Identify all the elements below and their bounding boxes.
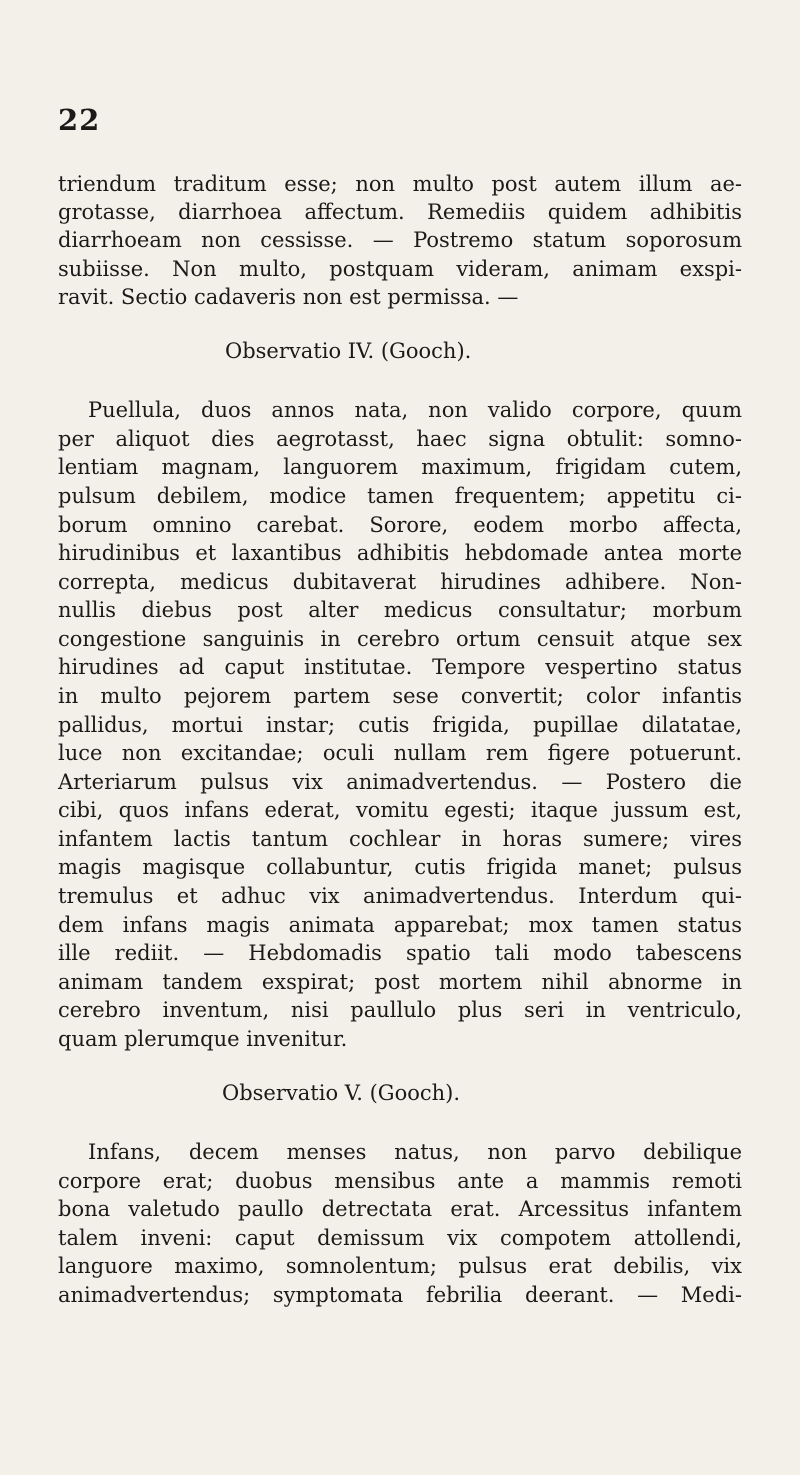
paragraph-2-line: ille rediit. — Hebdomadis spatio tali modo tabescens bbox=[58, 941, 742, 965]
paragraph-2-line: tremulus et adhuc vix animadvertendus. Interdum qui- bbox=[58, 884, 742, 908]
paragraph-2-line: Puellula, duos annos nata, non valido corpore, quum bbox=[88, 398, 742, 422]
section-heading-observatio-v: Observatio V. (Gooch). bbox=[222, 1081, 461, 1105]
paragraph-2-line: pulsum debilem, modice tamen frequentem; appetitu ci- bbox=[58, 484, 742, 508]
paragraph-2-line: hirudinibus et laxantibus adhibitis hebdomade antea morte bbox=[58, 541, 742, 565]
section-heading-observatio-iv: Observatio IV. (Gooch). bbox=[225, 339, 472, 363]
paragraph-2-line: quam plerumque invenitur. bbox=[58, 1027, 348, 1051]
paragraph-2-line: correpta, medicus dubitaverat hirudines adhibere. Non- bbox=[58, 570, 742, 594]
paragraph-2-line: per aliquot dies aegrotasst, haec signa obtulit: somno- bbox=[58, 427, 742, 451]
paragraph-3-line: bona valetudo paullo detrectata erat. Arcessitus infantem bbox=[58, 1197, 742, 1221]
paragraph-2-line: animam tandem exspirat; post mortem nihil abnorme in bbox=[58, 970, 742, 994]
paragraph-3-line: talem inveni: caput demissum vix compotem attollendi, bbox=[58, 1226, 742, 1250]
paragraph-2-line: luce non excitandae; oculi nullam rem figere potuerunt. bbox=[58, 741, 742, 765]
page-number: 22 bbox=[58, 103, 101, 137]
paragraph-2-line: borum omnino carebat. Sorore, eodem morbo affecta, bbox=[58, 513, 742, 537]
paragraph-3-line: corpore erat; duobus mensibus ante a mammis remoti bbox=[58, 1169, 742, 1193]
paragraph-2-line: cibi, quos infans ederat, vomitu egesti; itaque jussum est, bbox=[58, 798, 742, 822]
paragraph-1-line: grotasse, diarrhoea affectum. Remediis quidem adhibitis bbox=[58, 200, 742, 224]
paragraph-2-line: congestione sanguinis in cerebro ortum censuit atque sex bbox=[58, 627, 742, 651]
paragraph-2-line: cerebro inventum, nisi paullulo plus seri in ventriculo, bbox=[58, 998, 742, 1022]
paragraph-2-line: hirudines ad caput institutae. Tempore vespertino status bbox=[58, 655, 742, 679]
paragraph-1-line: triendum traditum esse; non multo post autem illum ae- bbox=[58, 172, 742, 196]
paragraph-2-line: pallidus, mortui instar; cutis frigida, pupillae dilatatae, bbox=[58, 713, 742, 737]
paragraph-2-line: nullis diebus post alter medicus consultatur; morbum bbox=[58, 598, 742, 622]
paragraph-2-line: Arteriarum pulsus vix animadvertendus. — Postero die bbox=[58, 770, 742, 794]
paragraph-2-line: lentiam magnam, languorem maximum, frigidam cutem, bbox=[58, 455, 742, 479]
paragraph-2-line: infantem lactis tantum cochlear in horas sumere; vires bbox=[58, 827, 742, 851]
paragraph-3-line: Infans, decem menses natus, non parvo debilique bbox=[88, 1140, 742, 1164]
paragraph-1-line: subiisse. Non multo, postquam videram, animam exspi- bbox=[58, 257, 742, 281]
paragraph-2-line: in multo pejorem partem sese convertit; color infantis bbox=[58, 684, 742, 708]
paragraph-1-line: ravit. Sectio cadaveris non est permissa. — bbox=[58, 285, 519, 309]
paragraph-1-line: diarrhoeam non cessisse. — Postremo statum soporosum bbox=[58, 228, 742, 252]
paragraph-2-line: magis magisque collabuntur, cutis frigida manet; pulsus bbox=[58, 855, 742, 879]
paragraph-3-line: animadvertendus; symptomata febrilia deerant. — Medi- bbox=[58, 1283, 742, 1307]
paragraph-3-line: languore maximo, somnolentum; pulsus erat debilis, vix bbox=[58, 1254, 742, 1278]
paragraph-2-line: dem infans magis animata apparebat; mox tamen status bbox=[58, 913, 742, 937]
